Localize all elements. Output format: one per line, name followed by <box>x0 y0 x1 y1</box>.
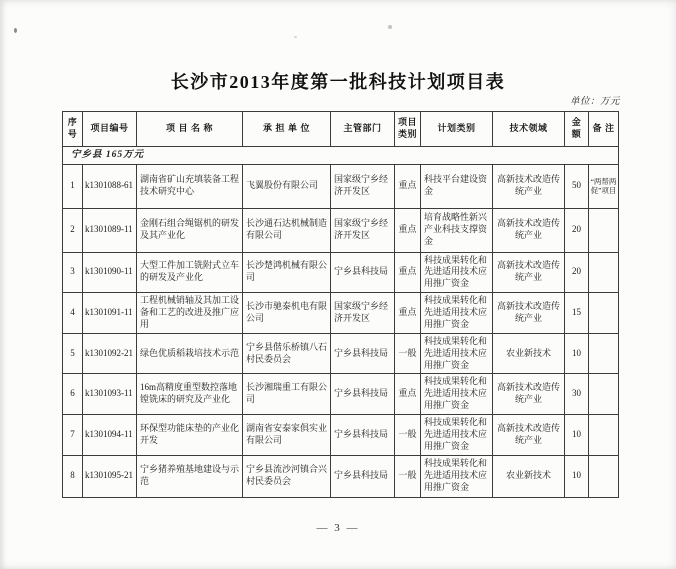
table-cell-amount: 30 <box>565 374 589 415</box>
table-cell-code: k1301090-11 <box>83 252 137 293</box>
column-header: 承 担 单 位 <box>243 112 331 147</box>
table-body <box>63 147 619 498</box>
table-cell-name: 16m高精度重型数控落地镗铣床的研究及产业化 <box>137 374 243 415</box>
group-row <box>63 147 619 165</box>
table-cell-code: k1301091-11 <box>83 293 137 334</box>
table-cell-no: 8 <box>63 455 83 497</box>
header-row <box>63 112 619 147</box>
table-cell-name: 宁乡猪养殖基地建设与示范 <box>137 455 243 497</box>
table-cell-no: 6 <box>63 374 83 415</box>
table-cell-dept: 国家级宁乡经济开发区 <box>331 208 395 252</box>
scan-speck <box>14 28 17 33</box>
table-cell-remark <box>589 374 619 415</box>
table-cell-category: 重点 <box>395 374 421 415</box>
table-cell-dept: 宁乡县科技局 <box>331 415 395 456</box>
table-cell-category: 重点 <box>395 252 421 293</box>
table-cell-dept: 国家级宁乡经济开发区 <box>331 164 395 208</box>
table-row <box>63 293 619 334</box>
table-cell-name: 大型工件加工铣附式立车的研发及产业化 <box>137 252 243 293</box>
table-cell-remark <box>589 333 619 374</box>
table-cell-category: 一般 <box>395 455 421 497</box>
table-cell-plan: 科技成果转化和先进适用技术应用推广资金 <box>421 333 493 374</box>
table-cell-remark <box>589 293 619 334</box>
table-cell-amount: 20 <box>565 252 589 293</box>
table-cell-dept: 宁乡县科技局 <box>331 455 395 497</box>
table-cell-dept: 宁乡县科技局 <box>331 252 395 293</box>
table-cell-unit: 湖南省安泰家俱实业有限公司 <box>243 415 331 456</box>
table-cell-category: 一般 <box>395 333 421 374</box>
table-cell-code: k1301094-11 <box>83 415 137 456</box>
table-cell-amount: 20 <box>565 208 589 252</box>
table-cell-field: 农业新技术 <box>493 455 565 497</box>
table-cell-unit: 长沙楚鸿机械有限公司 <box>243 252 331 293</box>
table-cell-plan: 科技成果转化和先进适用技术应用推广资金 <box>421 293 493 334</box>
table-cell-dept: 国家级宁乡经济开发区 <box>331 293 395 334</box>
table-cell-amount: 10 <box>565 415 589 456</box>
project-table <box>62 111 619 498</box>
table-cell-no: 4 <box>63 293 83 334</box>
table-cell-unit: 长沙市驰泰机电有限公司 <box>243 293 331 334</box>
table-cell-field: 农业新技术 <box>493 333 565 374</box>
table-cell-unit: 长沙通石达机械制造有限公司 <box>243 208 331 252</box>
unit-note: 单位：万元 <box>569 97 620 107</box>
scan-speck <box>294 36 297 38</box>
page-title: 长沙市2013年度第一批科技计划项目表 <box>170 72 506 92</box>
table-cell-plan: 科技成果转化和先进适用技术应用推广资金 <box>421 252 493 293</box>
table-row <box>63 374 619 415</box>
table-cell-plan: 科技成果转化和先进适用技术应用推广资金 <box>421 415 493 456</box>
table-cell-field: 高新技术改造传统产业 <box>493 374 565 415</box>
table-row <box>63 164 619 208</box>
column-header: 序号 <box>63 112 83 147</box>
table-row <box>63 415 619 456</box>
column-header: 计划类别 <box>421 112 493 147</box>
table-cell-code: k1301092-21 <box>83 333 137 374</box>
table-cell-unit: 飞翼股份有限公司 <box>243 164 331 208</box>
table-cell-plan: 科技成果转化和先进适用技术应用推广资金 <box>421 455 493 497</box>
table-cell-category: 一般 <box>395 415 421 456</box>
table-cell-amount: 10 <box>565 455 589 497</box>
table-cell-name: 湖南省矿山充填装备工程技术研究中心 <box>137 164 243 208</box>
group-label: 宁乡县 165万元 <box>63 147 619 165</box>
table-cell-remark <box>589 455 619 497</box>
table-cell-dept: 宁乡县科技局 <box>331 333 395 374</box>
table-cell-remark <box>589 415 619 456</box>
column-header: 项目编号 <box>83 112 137 147</box>
scan-speck <box>388 25 392 29</box>
table-cell-remark <box>589 208 619 252</box>
table-cell-category: 重点 <box>395 293 421 334</box>
column-header: 技术领域 <box>493 112 565 147</box>
table-cell-category: 重点 <box>395 208 421 252</box>
table-cell-no: 5 <box>63 333 83 374</box>
table-cell-field: 高新技术改造传统产业 <box>493 164 565 208</box>
table-cell-remark <box>589 252 619 293</box>
table-cell-unit: 长沙湘瑞重工有限公司 <box>243 374 331 415</box>
table-cell-no: 1 <box>63 164 83 208</box>
table-cell-name: 绿色优质稻栽培技术示范 <box>137 333 243 374</box>
table-cell-amount: 10 <box>565 333 589 374</box>
table-row <box>63 455 619 497</box>
table-cell-plan: 培育战略性新兴产业科技支撑资金 <box>421 208 493 252</box>
table-cell-name: 工程机械销轴及其加工设备和工艺的改进及推广应用 <box>137 293 243 334</box>
table-row <box>63 252 619 293</box>
column-header: 备 注 <box>589 112 619 147</box>
page-number: — 3 — <box>316 522 360 534</box>
table-cell-category: 重点 <box>395 164 421 208</box>
table-cell-name: 环保型功能床垫的产业化开发 <box>137 415 243 456</box>
table-row <box>63 333 619 374</box>
table-row <box>63 208 619 252</box>
column-header: 金额 <box>565 112 589 147</box>
table-cell-field: 高新技术改造传统产业 <box>493 252 565 293</box>
table-cell-plan: 科技成果转化和先进适用技术应用推广资金 <box>421 374 493 415</box>
column-header: 主管部门 <box>331 112 395 147</box>
table-cell-code: k1301095-21 <box>83 455 137 497</box>
table-cell-field: 高新技术改造传统产业 <box>493 415 565 456</box>
table-cell-remark: “两帮两促”项目 <box>589 164 619 208</box>
table-cell-code: k1301088-61 <box>83 164 137 208</box>
table-cell-field: 高新技术改造传统产业 <box>493 208 565 252</box>
table-cell-no: 2 <box>63 208 83 252</box>
table-cell-code: k1301089-11 <box>83 208 137 252</box>
table-cell-field: 高新技术改造传统产业 <box>493 293 565 334</box>
table-cell-amount: 50 <box>565 164 589 208</box>
table-cell-name: 金刚石组合绳锯机的研发及其产业化 <box>137 208 243 252</box>
table-cell-unit: 宁乡县偕乐桥镇八石村民委员会 <box>243 333 331 374</box>
table-cell-code: k1301093-11 <box>83 374 137 415</box>
table-cell-no: 3 <box>63 252 83 293</box>
table-cell-no: 7 <box>63 415 83 456</box>
column-header: 项 目 名 称 <box>137 112 243 147</box>
table-cell-dept: 宁乡县科技局 <box>331 374 395 415</box>
table-cell-unit: 宁乡县流沙河镇合兴村民委员会 <box>243 455 331 497</box>
table-cell-amount: 15 <box>565 293 589 334</box>
table-cell-plan: 科技平台建设资金 <box>421 164 493 208</box>
column-header: 项目类别 <box>395 112 421 147</box>
